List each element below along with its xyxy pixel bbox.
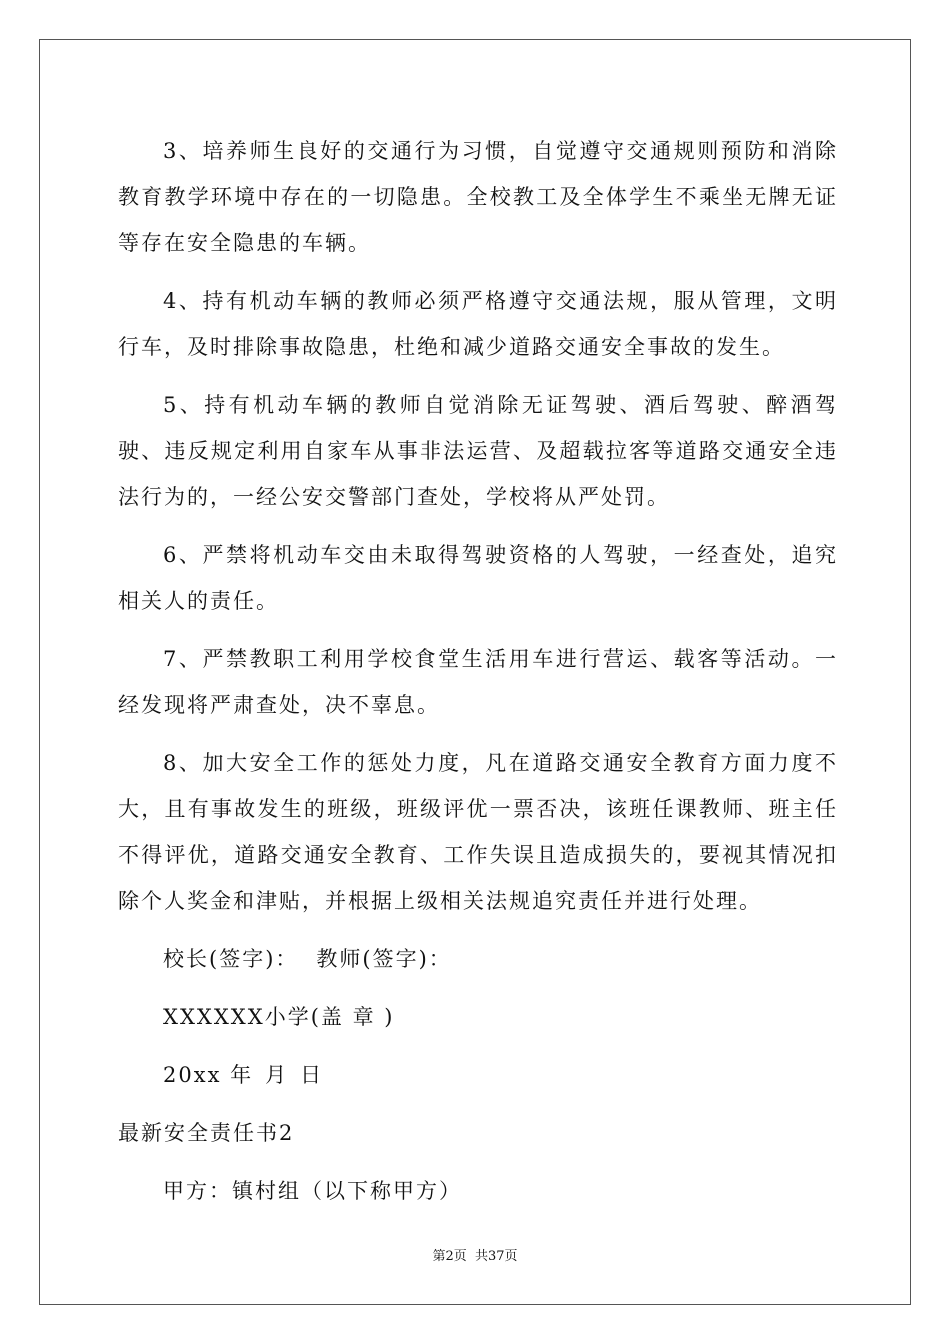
total-pages: 共37页 (474, 1249, 518, 1264)
page-number: 第2页 (432, 1249, 467, 1264)
teacher-signature-label: 教师(签字)： (316, 947, 452, 971)
page-footer (0, 1245, 950, 1264)
date-month: 月 (265, 1063, 289, 1087)
paragraph-8: 8、加大安全工作的惩处力度，凡在道路交通安全教育方面力度不大，且有事故发生的班级，班级评优一票否决，该班任课教师、班主任不得评优，道路交通安全教育、工作失误且造成损失的，要视其情况扣除个人奖金和津贴，并根据上级相关法规追究责任并进行处理。 (118, 751, 838, 913)
party-a-line: 甲方：镇村组（以下称甲方） (163, 1179, 462, 1203)
date-year: 20xx 年 (163, 1063, 254, 1087)
school-seal-line: XXXXXX小学(盖 章 ) (163, 1005, 395, 1029)
section-title: 最新安全责任书2 (118, 1121, 295, 1145)
paragraph-6: 6、严禁将机动车交由未取得驾驶资格的人驾驶，一经查处，追究相关人的责任。 (118, 543, 838, 613)
paragraph-7: 7、严禁教职工利用学校食堂生活用车进行营运、载客等活动。一经发现将严肃查处，决不辜息。 (118, 647, 838, 717)
date-day: 日 (300, 1063, 324, 1087)
principal-signature-label: 校长(签字)： (163, 947, 299, 971)
paragraph-4: 4、持有机动车辆的教师必须严格遵守交通法规，服从管理，文明行车，及时排除事故隐患，杜绝和减少道路交通安全事故的发生。 (118, 289, 838, 359)
signature-line (118, 936, 838, 982)
paragraph-5: 5、持有机动车辆的教师自觉消除无证驾驶、酒后驾驶、醉酒驾驶、违反规定利用自家车从事非法运营、及超载拉客等道路交通安全违法行为的，一经公安交警部门查处，学校将从严处罚。 (118, 393, 838, 509)
document-body (118, 128, 838, 1226)
paragraph-3: 3、培养师生良好的交通行为习惯，自觉遵守交通规则预防和消除教育教学环境中存在的一切隐患。全校教工及全体学生不乘坐无牌无证等存在安全隐患的车辆。 (118, 139, 838, 255)
date-line (118, 1052, 838, 1098)
